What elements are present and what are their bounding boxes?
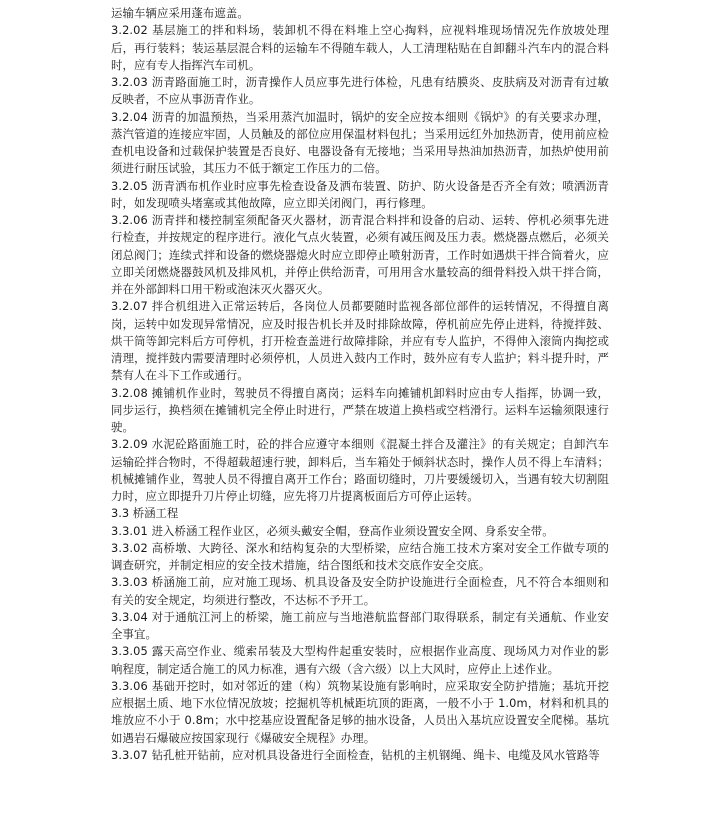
clause-number: 3.3.03 xyxy=(111,575,148,590)
clause-text: 进入桥涵工程作业区，必须头戴安全帽，登高作业须设置安全网、身系安全带。 xyxy=(147,523,554,538)
section-heading xyxy=(111,505,609,522)
clause-text: 桥涵施工前，应对施工现场、机具设备及安全防护设施进行全面检查，凡不符合本细则和有关的安全规定，均须进行整改，不达标不予开工。 xyxy=(111,575,609,607)
clause-number: 3.2.09 xyxy=(111,437,148,452)
clause-paragraph xyxy=(111,22,609,74)
clause-text: 高桥墩、大跨径、深水和结构复杂的大型桥梁，应结合施工技术方案对安全工作做专项的调查研究，并制定相应的安全技术措施，结合图纸和技术交底作安全交底。 xyxy=(111,540,609,572)
clause-paragraph xyxy=(111,212,609,298)
clause-paragraph xyxy=(111,747,609,764)
clause-text: 基层施工的拌和料场，装卸机不得在料堆上空心掏料，应视料堆现场情况先作放坡处理后，再行装料；装运基层混合料的运输车不得随车载人，人工清理粘贴在自卸翻斗汽车内的混合料时，应有专人指挥汽车司机。 xyxy=(111,23,609,72)
clause-text: 拌合机组进入正常运转后，各岗位人员都要随时监视各部位部件的运转情况，不得擅自离岗，运转中如发现异常情况，应及时报告机长并及时排除故障，停机前应先停止进料，待搅拌鼓、烘干筒等卸完料后方可停机，打开检查盖进行故障排除，并应有专人监护，不得伸入滚筒内掏挖或清理，搅拌鼓内需要清理时必须停机，人员进入鼓内工作时，鼓外应有专人监护；料斗提升时，严禁有人在斗下工作或通行。 xyxy=(111,299,609,383)
clause-number: 3.2.08 xyxy=(111,385,148,400)
clause-number: 3.2.04 xyxy=(111,109,148,124)
clause-text: 基础开挖时，如对邻近的建（构）筑物某设施有影响时，应采取安全防护措施；基坑开挖应根据土质、地下水位情况放坡；挖掘机等机械距坑顶的距离，一般不小于 1.0m，材料和机具的堆放应不小于 0.8m；水中挖基应设置配备足够的抽水设备，人员出入基坑应设置安全爬梯。基坑如遇岩石爆破应按国家现行《爆破安全规程》办理。 xyxy=(111,678,609,745)
clause-paragraph xyxy=(111,5,609,22)
clause-text: 沥青拌和楼控制室须配备灭火器材，沥青混合料拌和设备的启动、运转、停机必须事先进行检查，并按规定的程序进行。液化气点火装置，必须有减压阀及压力表。燃烧器点燃后，必须关闭总阀门；连续式拌和设备的燃烧器熄火时应立即停止喷射沥青，工作时如遇烘干拌合筒着火，应立即关闭燃烧器鼓风机及排风机，并停止供给沥青，可用用含水量较高的细骨料投入烘干拌合筒，并在外部卸料口用干粉或泡沫灭火器灭火。 xyxy=(111,213,609,296)
clause-text: 沥青洒布机作业时应事先检查设备及洒布装置、防护、防火设备是否齐全有效；喷洒沥青时，如发现喷头堵塞或其他故障，应立即关闭阀门，再行修理。 xyxy=(111,178,609,210)
clause-text: 对于通航江河上的桥梁，施工前应与当地港航监督部门取得联系，制定有关通航、作业安全事宜。 xyxy=(111,609,609,641)
clause-text: 沥青的加温预热，当采用蒸汽加温时，锅炉的安全应按本细则《锅炉》的有关要求办理，蒸汽管道的连接应牢固，人员触及的部位应用保温材料包扎；当采用远红外加热沥青，使用前应检查机电设备和过载保护装置是否良好、电器设备有无接地；当采用导热油加热沥青，加热炉使用前须进行耐压试验，其压力不低于额定工作压力的二倍。 xyxy=(111,109,609,176)
clause-number: 3.2.07 xyxy=(111,299,148,314)
clause-number: 3.3.01 xyxy=(111,523,148,538)
clause-number: 3.2.02 xyxy=(111,23,148,38)
clause-paragraph xyxy=(111,609,609,644)
clause-paragraph xyxy=(111,385,609,437)
clause-number: 3.3.04 xyxy=(111,609,148,624)
clause-text: 桥涵工程 xyxy=(129,506,179,521)
clause-paragraph xyxy=(111,574,609,609)
clause-number: 3.3.05 xyxy=(111,644,148,659)
clause-text: 钻孔桩开钻前，应对机具设备进行全面检查，钻机的主机钢绳、绳卡、电缆及风水管路等 xyxy=(147,747,600,762)
clause-number: 3.3.07 xyxy=(111,747,148,762)
clause-paragraph xyxy=(111,109,609,178)
clause-paragraph xyxy=(111,436,609,505)
clause-text: 水泥砼路面施工时，砼的拌合应遵守本细则《混凝土拌合及灌注》的有关规定；自卸汽车运输砼拌合物时，不得超载超速行驶，卸料后，当车箱处于倾斜状态时，操作人员不得上车清料；机械摊铺作业，驾驶人员不得擅自离开工作台；路面切缝时，刀片要缓缓切入，当遇有较大切割阻力时，应立即提升刀片停止切缝，应先将刀片提离板面后方可停止运转。 xyxy=(111,437,609,503)
clause-text: 摊铺机作业时，驾驶员不得擅自离岗；运料车向摊铺机卸料时应由专人指挥，协调一致，同步运行，换档须在摊铺机完全停止时进行，严禁在坡道上换档或空档滑行。运料车运输须限速行驶。 xyxy=(111,385,609,434)
clause-paragraph xyxy=(111,74,609,109)
clause-number: 3.2.06 xyxy=(111,213,148,227)
clause-number: 3.3.02 xyxy=(111,540,148,555)
document-body xyxy=(111,5,609,764)
clause-number: 3.3 xyxy=(111,506,130,521)
clause-number: 3.3.06 xyxy=(111,678,148,693)
clause-paragraph xyxy=(111,523,609,540)
clause-paragraph xyxy=(111,540,609,575)
clause-paragraph xyxy=(111,298,609,384)
clause-number: 3.2.05 xyxy=(111,178,148,193)
clause-paragraph xyxy=(111,678,609,747)
clause-paragraph xyxy=(111,178,609,213)
clause-text: 沥青路面施工时，沥青操作人员应事先进行体检，凡患有结膜炎、皮肤病及对沥青有过敏反映者，不应从事沥青作业。 xyxy=(111,75,609,107)
clause-number: 3.2.03 xyxy=(111,75,148,89)
clause-text: 露天高空作业、缆索吊装及大型构件起重安装时，应根据作业高度、现场风力对作业的影响程度，制定适合施工的风力标准，遇有六级（含六级）以上大风时，应停止上述作业。 xyxy=(111,644,609,676)
clause-text: 运输车辆应采用蓬布遮盖。 xyxy=(111,6,249,20)
clause-paragraph xyxy=(111,643,609,678)
